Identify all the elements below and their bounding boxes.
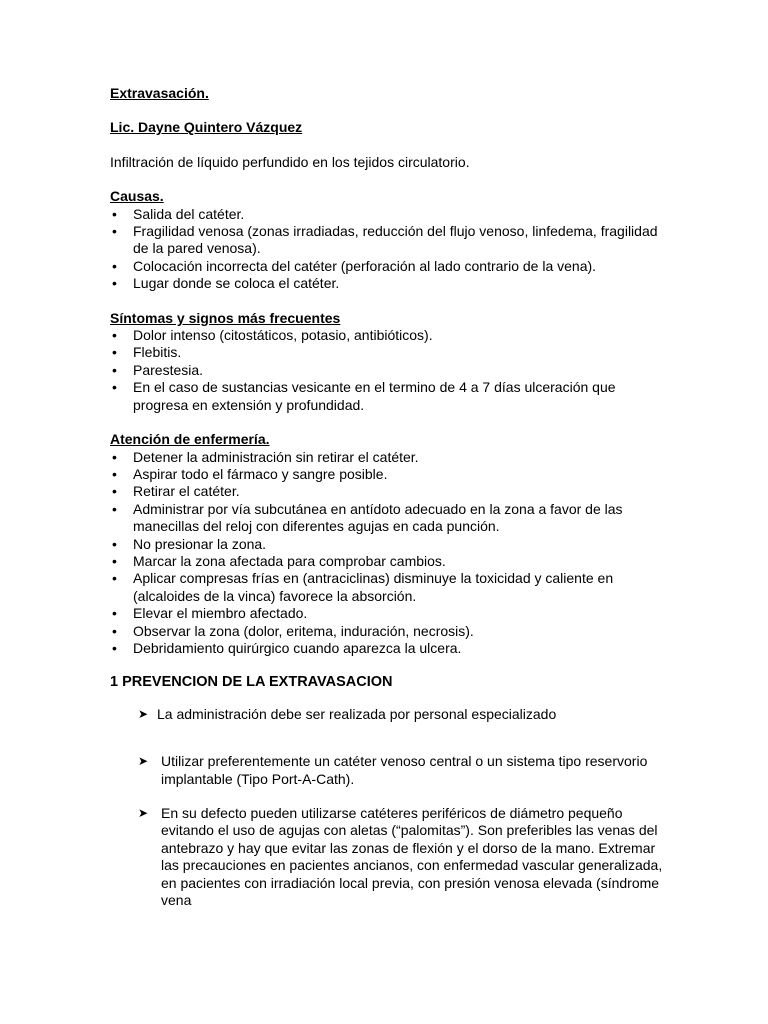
prevencion-list <box>110 706 670 910</box>
causas-list <box>110 206 670 293</box>
arrow-bullet-icon: ➤ <box>138 754 149 769</box>
list-item: • Aspirar todo el fármaco y sangre posible. <box>110 466 670 483</box>
list-item: • Retirar el catéter. <box>110 483 670 500</box>
list-item: • Flebitis. <box>110 344 670 361</box>
list-item: • Detener la administración sin retirar el catéter. <box>110 449 670 466</box>
list-item: • No presionar la zona. <box>110 536 670 553</box>
list-item: • Salida del catéter. <box>110 206 670 223</box>
list-item: • En el caso de sustancias vesicante en el termino de 4 a 7 días ulceración que progresa en extensión y profundidad. <box>110 379 670 414</box>
arrow-bullet-icon: ➤ <box>138 806 149 820</box>
list-item: • Lugar donde se coloca el catéter. <box>110 275 670 292</box>
list-item: • Elevar el miembro afectado. <box>110 605 670 622</box>
causas-heading: Causas. <box>110 188 164 205</box>
list-item: • Parestesia. <box>110 362 670 379</box>
sintomas-list <box>110 327 670 414</box>
author-name: Lic. Dayne Quintero Vázquez <box>110 119 303 136</box>
list-item-text: Utilizar preferentemente un catéter venoso central o un sistema tipo reservorio implantable (Tipo Port-A-Cath). <box>161 753 648 787</box>
definition-paragraph: Infiltración de líquido perfundido en los tejidos circulatorio. <box>110 153 470 170</box>
document-page <box>110 85 670 909</box>
atencion-heading: Atención de enfermería. <box>110 431 270 448</box>
list-item: • Colocación incorrecta del catéter (perforación al lado contrario de la vena). <box>110 258 670 275</box>
list-item <box>110 706 670 723</box>
prevencion-heading: 1 PREVENCION DE LA EXTRAVASACION <box>110 674 393 691</box>
list-item: • Debridamiento quirúrgico cuando aparezca la ulcera. <box>110 640 670 657</box>
list-item <box>110 753 670 788</box>
list-item: • Marcar la zona afectada para comprobar cambios. <box>110 553 670 570</box>
arrow-bullet-icon: ➤ <box>138 706 149 721</box>
sintomas-heading: Síntomas y signos más frecuentes <box>110 309 341 326</box>
list-item: • Dolor intenso (citostáticos, potasio, antibióticos). <box>110 327 670 344</box>
atencion-list <box>110 449 670 658</box>
list-item: • Aplicar compresas frías en (antraciclinas) disminuye la toxicidad y caliente en (alcaloides de la vinca) favorece la absorción. <box>110 570 670 605</box>
list-item-text: La administración debe ser realizada por personal especializado <box>157 705 557 722</box>
list-item: • Observar la zona (dolor, eritema, induración, necrosis). <box>110 623 670 640</box>
list-item: • Fragilidad venosa (zonas irradiadas, reducción del flujo venoso, linfedema, fragilidad de la pared venosa). <box>110 223 670 258</box>
list-item-text: En su defecto pueden utilizarse catéteres periféricos de diámetro pequeño evitando el uso de agujas con aletas (“palomitas”). Son preferibles las venas del antebrazo y hay que evitar las zonas de flexión y el dorso de la mano. Extremar las precauciones en pacientes ancianos, con enfermedad vascular generalizada, en pacientes con irradiación local previa, con presión venosa elevada (síndrome vena <box>161 805 663 909</box>
list-item <box>110 805 670 909</box>
document-title: Extravasación. <box>110 85 209 101</box>
list-item: • Administrar por vía subcutánea en antídoto adecuado en la zona a favor de las manecillas del reloj con diferentes agujas en cada punción. <box>110 501 670 536</box>
